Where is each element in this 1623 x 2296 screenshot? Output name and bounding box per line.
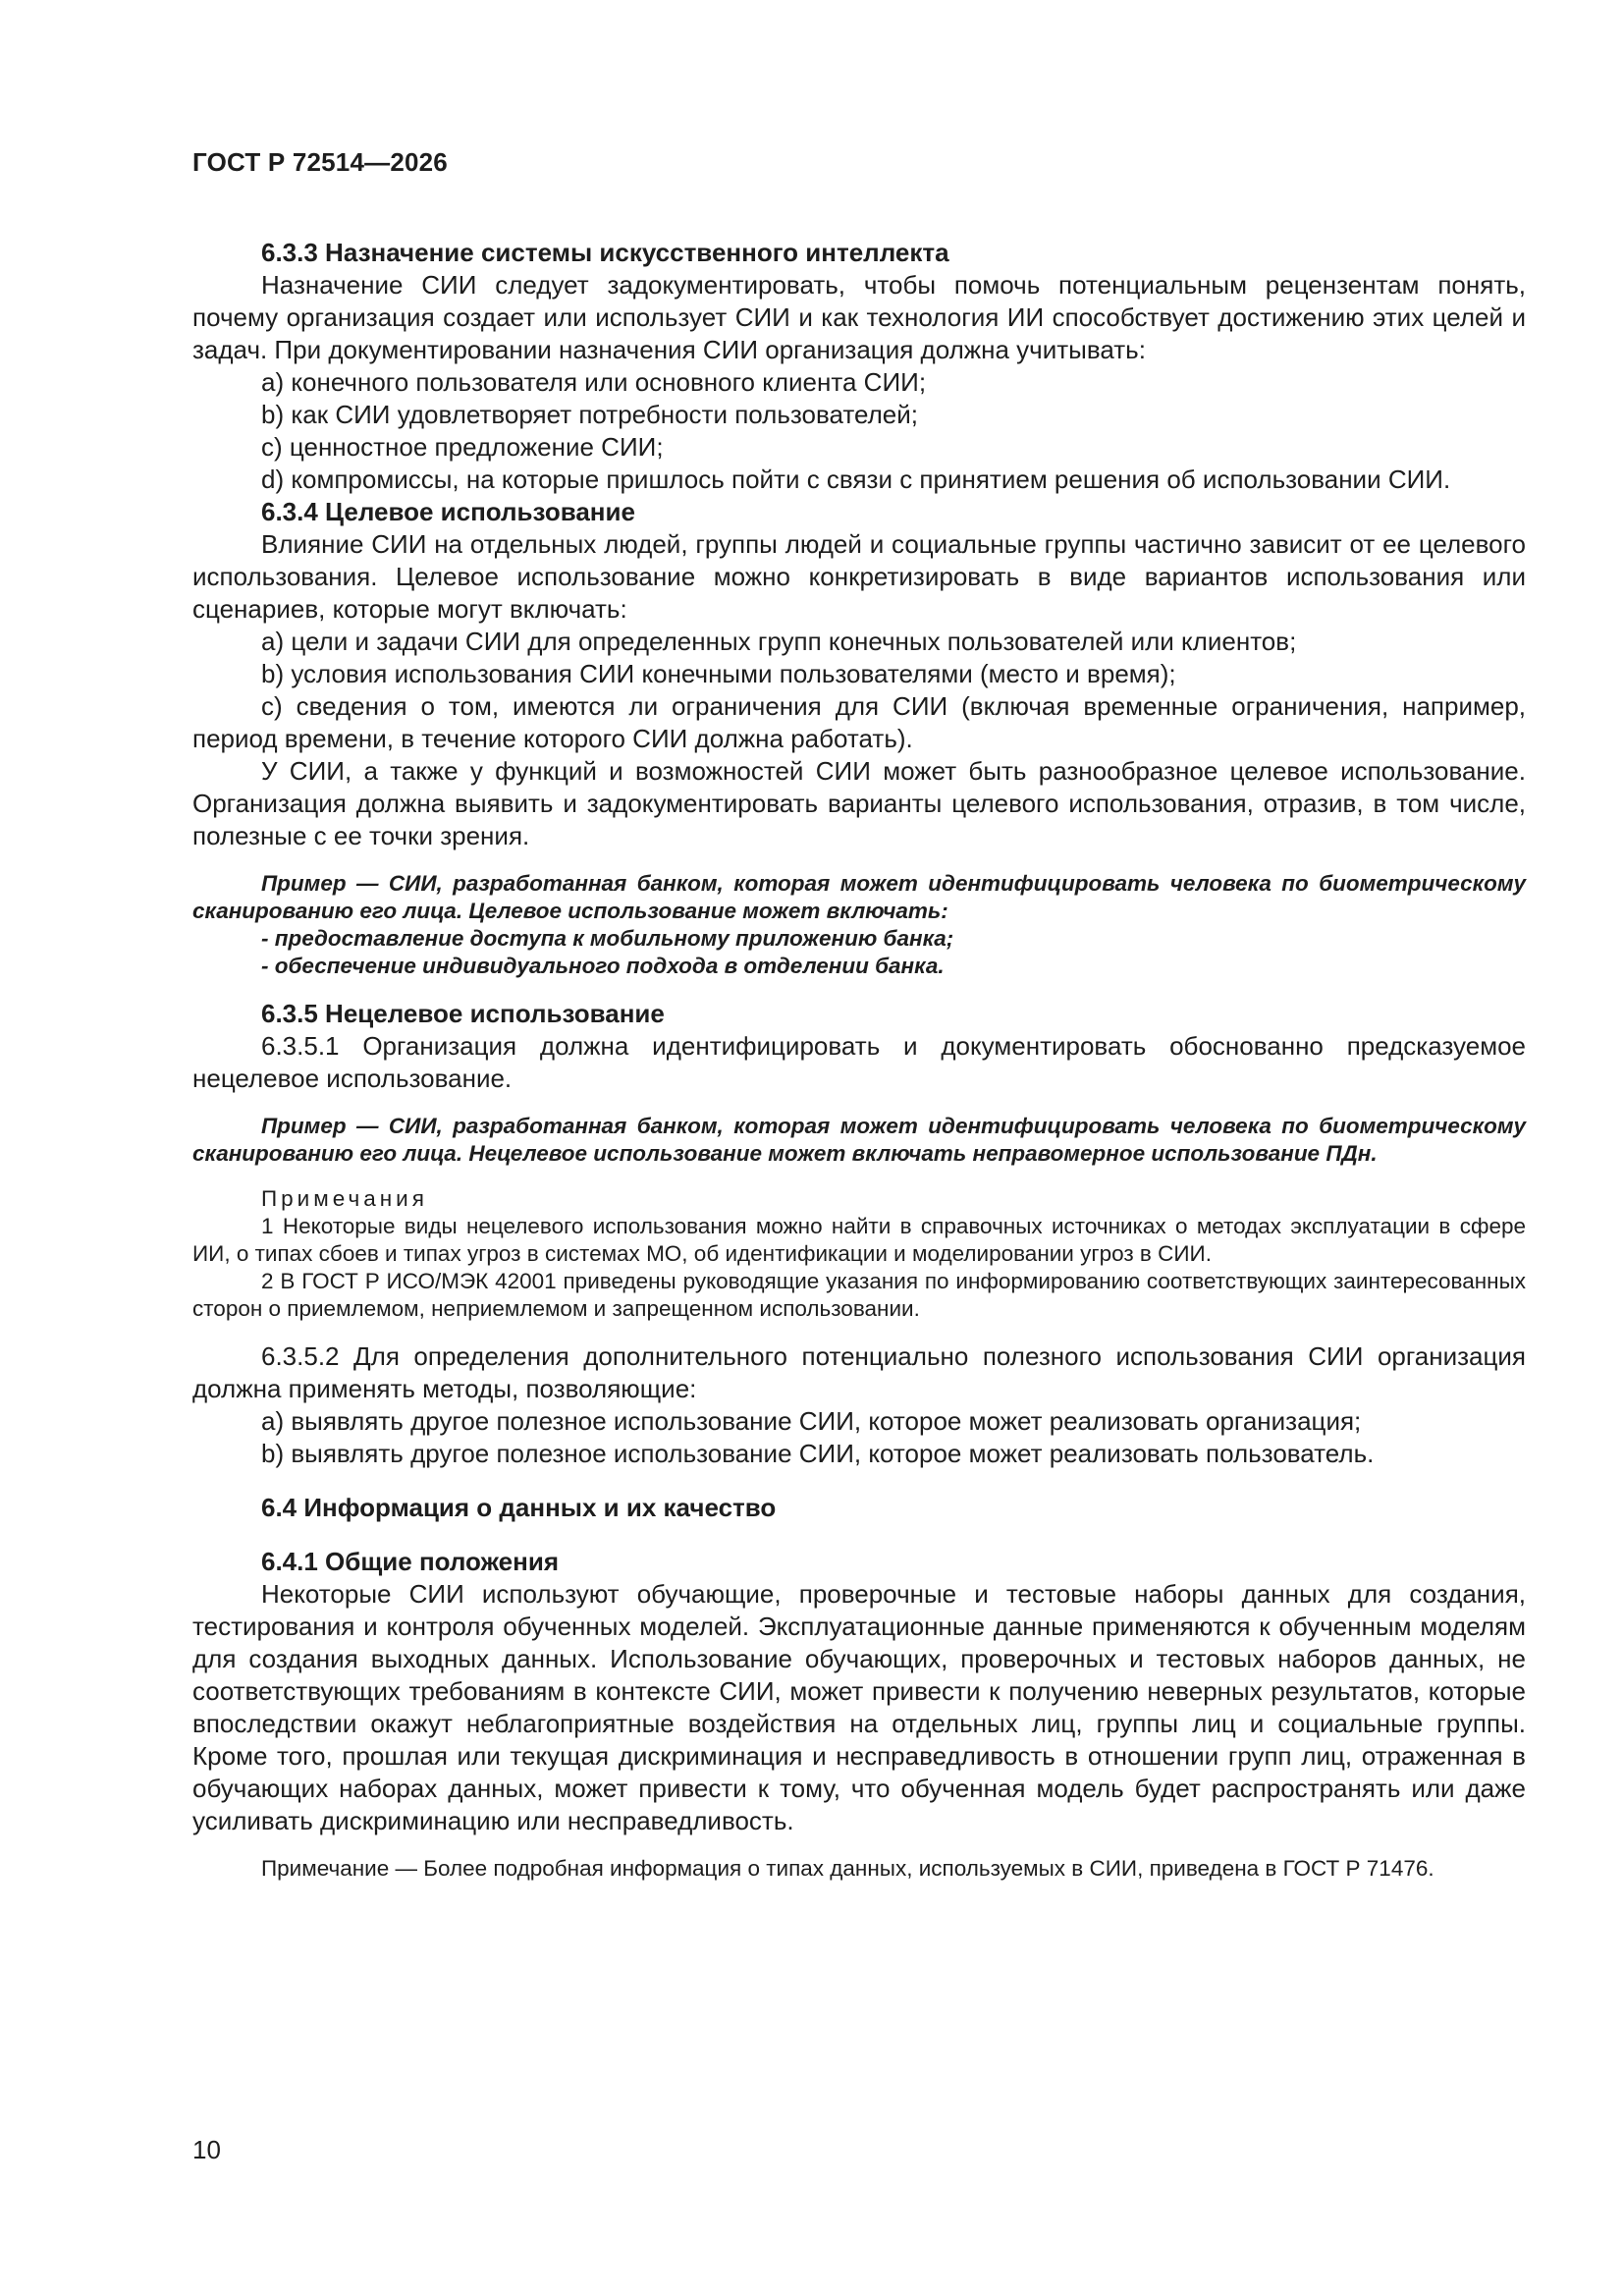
list-item: а) конечного пользователя или основного клиента СИИ; xyxy=(261,367,927,397)
section-6-4-1-title: 6.4.1 Общие положения xyxy=(261,1547,559,1576)
notes-heading: Примечания xyxy=(261,1186,428,1211)
example-list-item: - предоставление доступа к мобильному приложению банка; xyxy=(261,926,954,951)
section-6-3-3-title: 6.3.3 Назначение системы искусственного интеллекта xyxy=(261,238,949,267)
section-6-3-5-title: 6.3.5 Нецелевое использование xyxy=(261,999,665,1028)
list-item: а) выявлять другое полезное использование СИИ, которое может реализовать организация; xyxy=(261,1406,1362,1436)
example-text: Пример — СИИ, разработанная банком, которая может идентифицировать человека по биометрическому сканированию его лица. Нецелевое использование может включать неправомерное использование ПДн. xyxy=(192,1114,1526,1166)
page-number: 10 xyxy=(192,2135,221,2164)
section-6-3-4-paragraph: Влияние СИИ на отдельных людей, группы людей и социальные группы частично зависит от ее целевого использования. Целевое использование можно конкретизировать в виде вариантов использования или сценариев, которые могут включать: xyxy=(192,529,1526,624)
list-item: b) условия использования СИИ конечными пользователями (место и время); xyxy=(261,659,1176,688)
list-item: d) компромиссы, на которые пришлось пойти с связи с принятием решения об использовании СИИ. xyxy=(261,465,1451,494)
section-6-3-5-1-paragraph: 6.3.5.1 Организация должна идентифицировать и документировать обоснованно предсказуемое нецелевое использование. xyxy=(192,1031,1526,1093)
section-6-3-4-paragraph-2: У СИИ, а также у функций и возможностей СИИ может быть разнообразное целевое использование. Организация должна выявить и задокументировать варианты целевого использования, отразив, в том числе, полезные с ее точки зрения. xyxy=(192,756,1526,850)
document-header: ГОСТ Р 72514—2026 xyxy=(192,147,448,177)
note-text: Примечание — Более подробная информация о типах данных, используемых в СИИ, приведена в ГОСТ Р 71476. xyxy=(261,1856,1434,1881)
list-item: c) ценностное предложение СИИ; xyxy=(261,432,664,462)
section-6-4-title: 6.4 Информация о данных и их качество xyxy=(261,1493,777,1522)
list-item: b) как СИИ удовлетворяет потребности пользователей; xyxy=(261,400,918,429)
section-6-3-4-title: 6.3.4 Целевое использование xyxy=(261,497,635,526)
list-item: b) выявлять другое полезное использование СИИ, которое может реализовать пользователь. xyxy=(261,1439,1375,1468)
example-text: Пример — СИИ, разработанная банком, которая может идентифицировать человека по биометрическому сканированию его лица. Целевое использование может включать: xyxy=(192,871,1526,923)
section-6-4-1-paragraph: Некоторые СИИ используют обучающие, проверочные и тестовые наборы данных для создания, тестирования и контроля обученных моделей. Эксплуатационные данные применяются к обученным моделям для создания выходных данных. Использование обучающих, проверочных и тестовых наборов данных, не соответствующих требованиям в контексте СИИ, может привести к получению неверных результатов, которые впоследствии окажут неблагоприятные воздействия на отдельных лиц, группы лиц и социальные группы. Кроме того, прошлая или текущая дискриминация и несправедливость в отношении групп лиц, отраженная в обучающих наборах данных, может привести к тому, что обученная модель будет распространять или даже усиливать дискриминацию или несправедливость. xyxy=(192,1579,1526,1835)
list-item: а) цели и задачи СИИ для определенных групп конечных пользователей или клиентов; xyxy=(261,627,1297,656)
example-list-item: - обеспечение индивидуального подхода в отделении банка. xyxy=(261,954,945,978)
section-6-3-3-paragraph: Назначение СИИ следует задокументировать, чтобы помочь потенциальным рецензентам понять, почему организация создает или использует СИИ и как технология ИИ способствует достижению этих целей и задач. При документировании назначения СИИ организация должна учитывать: xyxy=(192,270,1526,364)
document-page xyxy=(192,147,1526,1883)
section-6-3-5-2-paragraph: 6.3.5.2 Для определения дополнительного потенциально полезного использования СИИ организация должна применять методы, позволяющие: xyxy=(192,1341,1526,1403)
list-item: c) сведения о том, имеются ли ограничения для СИИ (включая временные ограничения, например, период времени, в течение которого СИИ должна работать). xyxy=(192,691,1526,753)
note-2: 2 В ГОСТ Р ИСО/МЭК 42001 приведены руководящие указания по информированию соответствующих заинтересованных сторон о приемлемом, неприемлемом и запрещенном использовании. xyxy=(192,1269,1526,1321)
note-1: 1 Некоторые виды нецелевого использования можно найти в справочных источниках о методах эксплуатации в сфере ИИ, о типах сбоев и типах угроз в системах МО, об идентификации и моделировании угроз в СИИ. xyxy=(192,1214,1526,1266)
